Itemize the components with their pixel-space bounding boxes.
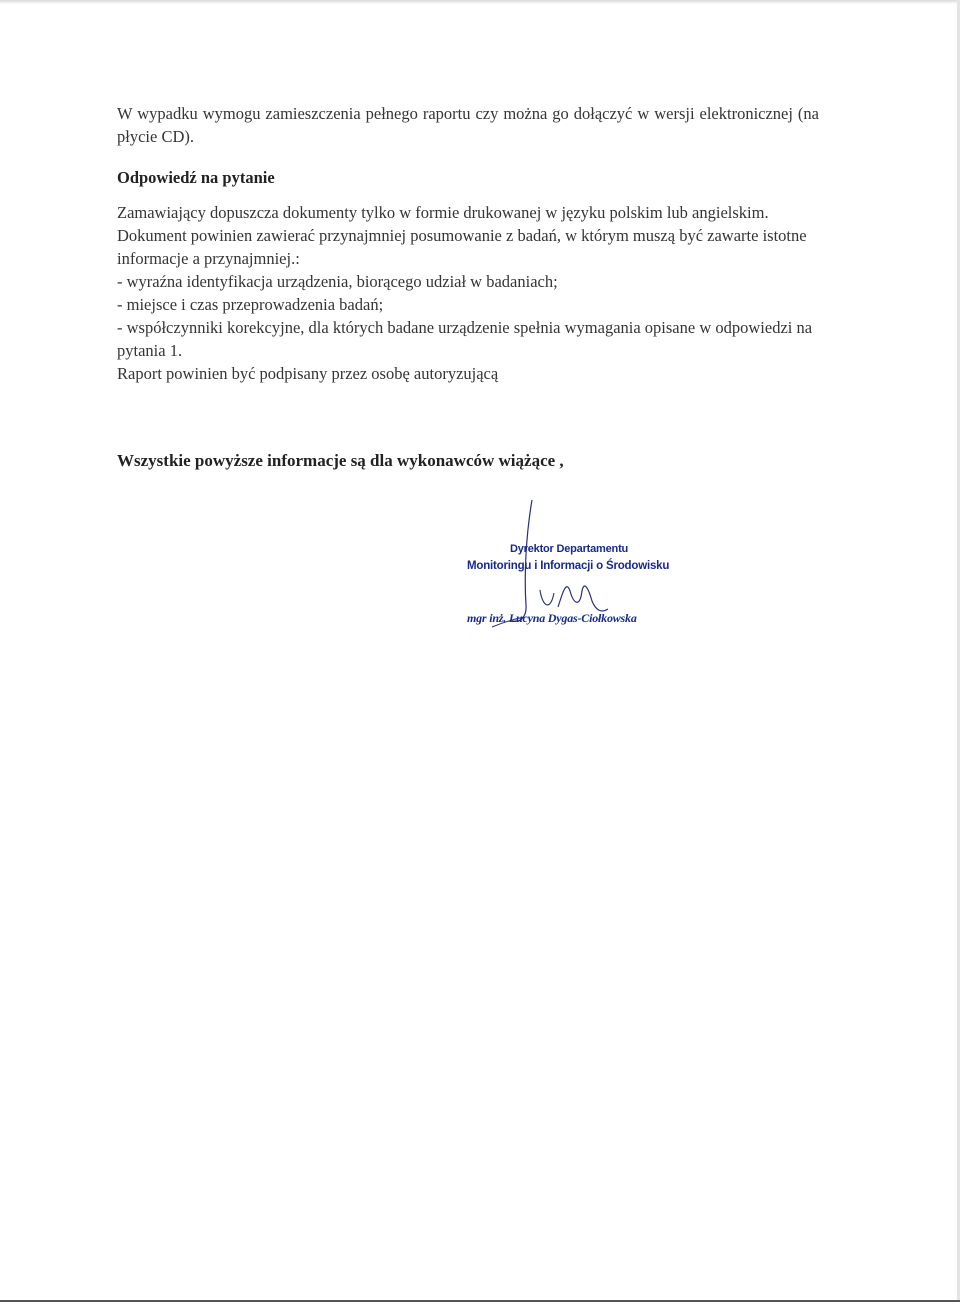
stamp-title: Dyrektor Departamentu [510, 543, 629, 555]
closing-statement: Wszystkie powyższe informacje są dla wykonawców wiążące , [117, 451, 564, 470]
answer-heading: Odpowiedź na pytanie [117, 168, 275, 187]
stamp-department: Monitoringu i Informacji o Środowisku [467, 560, 670, 572]
scan-edge-bottom [0, 1300, 960, 1309]
answer-list-item: - wyraźna identyfikacja urządzenia, biorącego udział w badaniach; [117, 272, 558, 291]
answer-line: Raport powinien być podpisany przez osobę autoryzującą [117, 364, 499, 383]
answer-text [117, 201, 819, 385]
signature-stamp [462, 495, 722, 645]
answer-list-item: - miejsce i czas przeprowadzenia badań; [117, 295, 384, 314]
answer-list-item: - współczynniki korekcyjne, dla których badane urządzenie spełnia wymagania opisane w odpowiedzi na pytania 1. [117, 318, 813, 360]
stamp-name: mgr inż. Lucyna Dygas-Ciołkowska [467, 611, 637, 625]
document-body [117, 102, 819, 472]
answer-line: Zamawiający dopuszcza dokumenty tylko w formie drukowanej w języku polskim lub angielskim. [117, 203, 769, 222]
question-text: W wypadku wymogu zamieszczenia pełnego raportu czy można go dołączyć w wersji elektronicznej (na płycie CD). [117, 104, 819, 146]
answer-line: Dokument powinien zawierać przynajmniej posumowanie z badań, w którym muszą być zawarte istotne informacje a przynajmniej.: [117, 226, 807, 268]
scan-edge-top [0, 0, 960, 4]
